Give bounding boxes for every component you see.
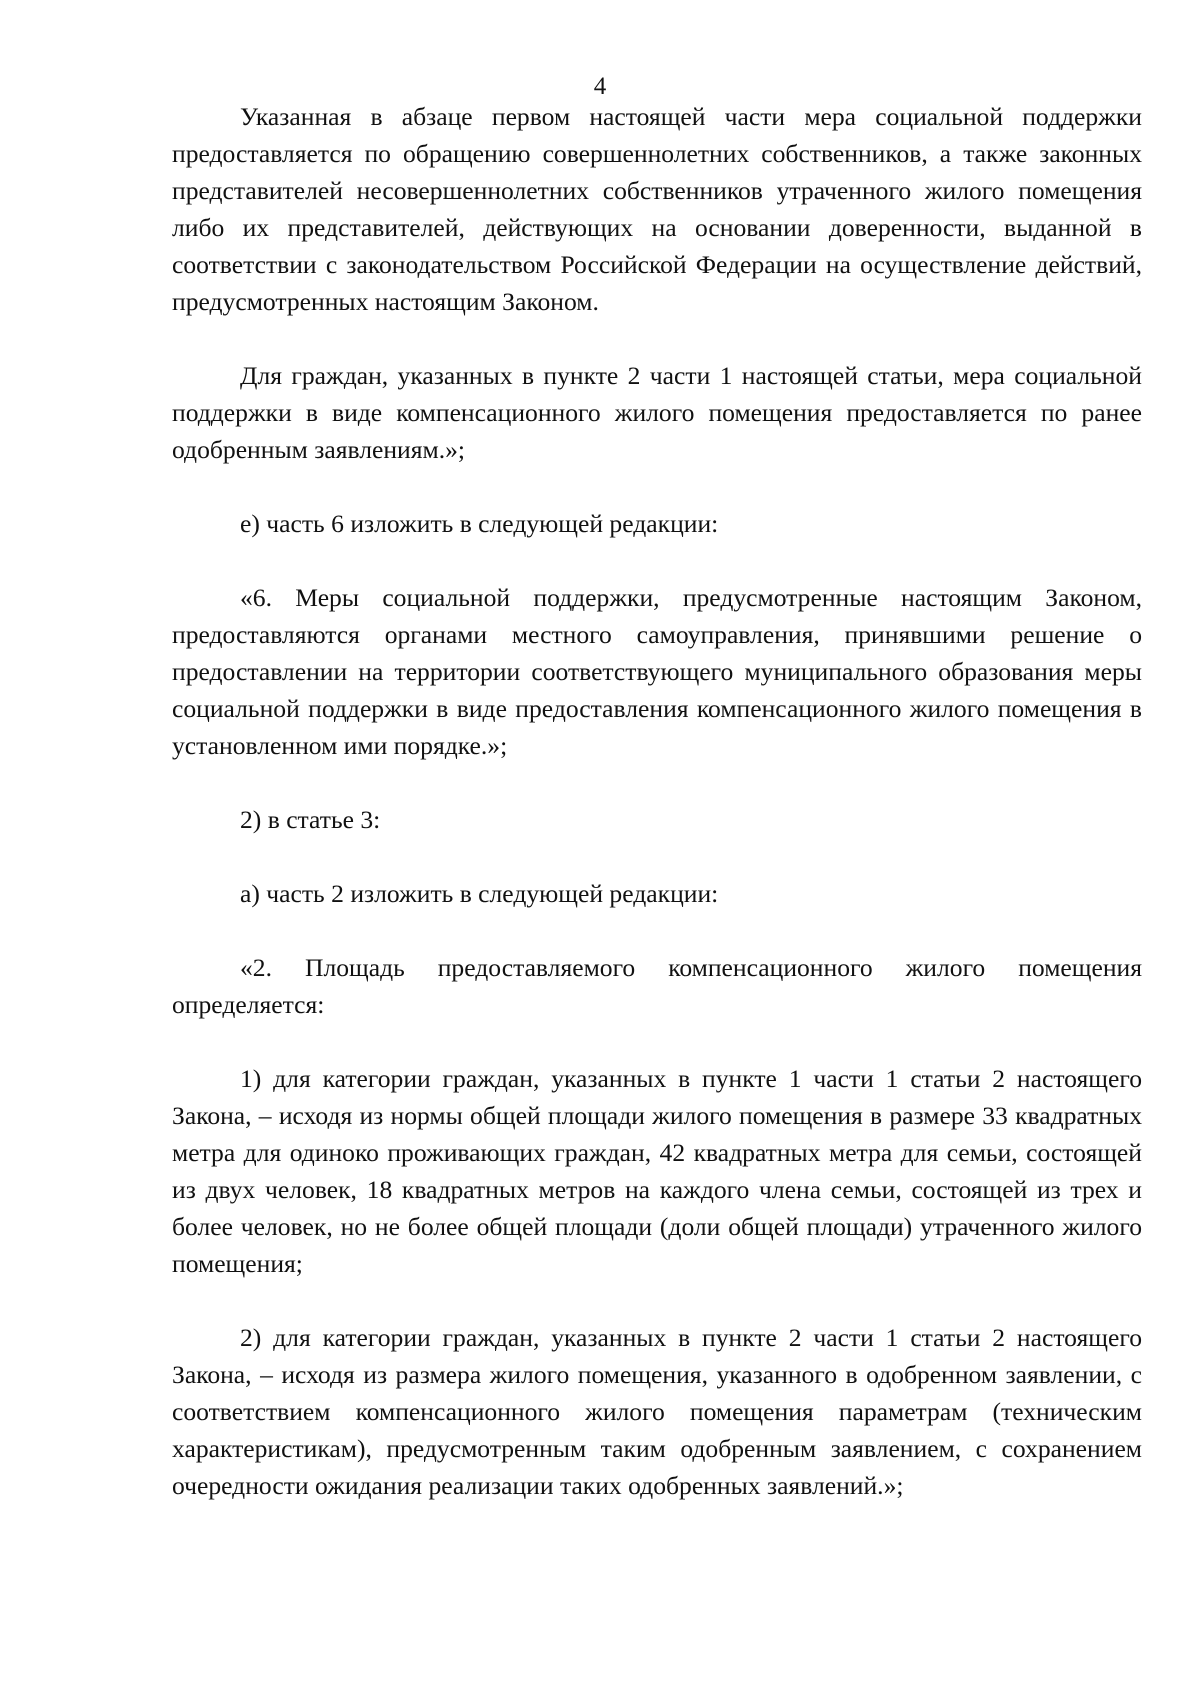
paragraph-category-2: 2) для категории граждан, указанных в пункте 2 части 1 статьи 2 настоящего Закона, – исходя из размера жилого помещения, указанного в одобренном заявлении, с соответствием компенсационного жилого помещения параметрам (техническим характеристикам), предусмотренным таким одобренным заявлением, с сохранением очередности ожидания реализации таких одобренных заявлений.»; [172, 1323, 1142, 1500]
paragraph-area-definition: «2. Площадь предоставляемого компенсационного жилого помещения определяется: [172, 953, 1142, 1019]
paragraph-part-6-amendment: е) часть 6 изложить в следующей редакции: [240, 509, 719, 538]
paragraph-approved-applications: Для граждан, указанных в пункте 2 части 1 настоящей статьи, мера социальной поддержки в виде компенсационного жилого помещения предоставляется по ранее одобренным заявлениям.»; [172, 361, 1142, 464]
page-number: 4 [593, 73, 607, 100]
paragraph-support-measure-request: Указанная в абзаце первом настоящей части мера социальной поддержки предоставляется по обращению совершеннолетних собственников, а также законных представителей несовершеннолетних собственников утраченного жилого помещения либо их представителей, действующих на основании доверенности, выданной в соответствии с законодательством Российской Федерации на осуществление действий, предусмотренных настоящим Законом. [172, 102, 1142, 316]
paragraph-category-1: 1) для категории граждан, указанных в пункте 1 части 1 статьи 2 настоящего Закона, – исходя из нормы общей площади жилого помещения в размере 33 квадратных метра для одиноко проживающих граждан, 42 квадратных метра для семьи, состоящей из двух человек, 18 квадратных метров на каждого члена семьи, состоящей из трех и более человек, но не более общей площади (доли общей площади) утраченного жилого помещения; [172, 1064, 1142, 1278]
document-body [172, 98, 1142, 1504]
paragraph-part-2-amendment: а) часть 2 изложить в следующей редакции: [240, 879, 719, 908]
paragraph-article-3: 2) в статье 3: [240, 805, 381, 834]
paragraph-part-6-text: «6. Меры социальной поддержки, предусмотренные настоящим Законом, предоставляются органами местного самоуправления, принявшими решение о предоставлении на территории соответствующего муниципального образования меры социальной поддержки в виде предоставления компенсационного жилого помещения в установленном ими порядке.»; [172, 583, 1142, 760]
